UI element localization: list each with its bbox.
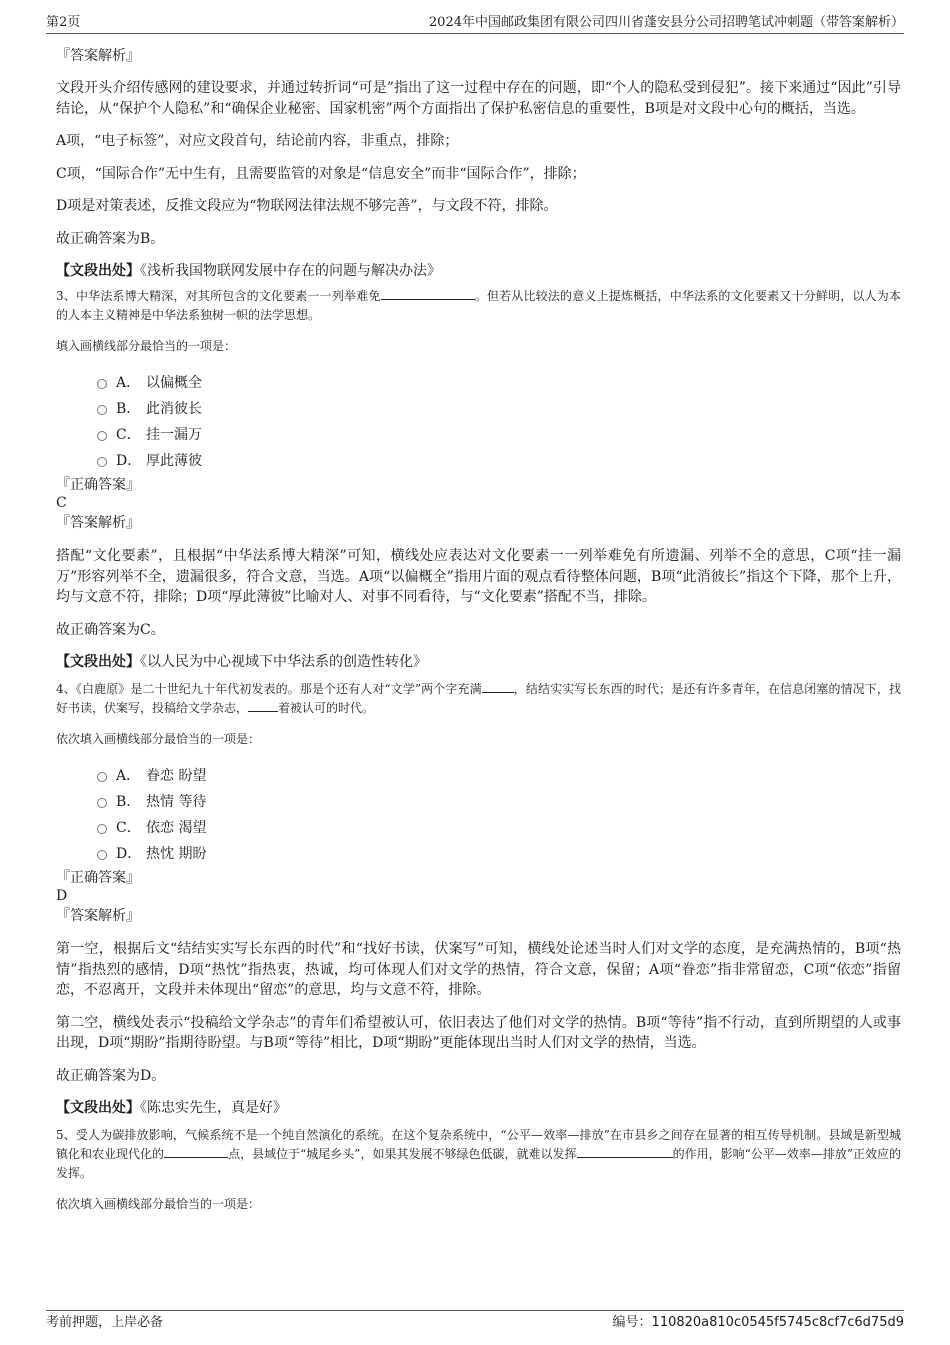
source-line — [56, 1098, 901, 1118]
source-label: 【文段出处】 — [56, 263, 140, 279]
source-line — [56, 261, 901, 281]
analysis-paragraph: C项，“国际合作”无中生有，且需要监管的对象是“信息安全”而非“国际合作”，排除； — [56, 165, 586, 182]
question-text-part: 3、中华法系博大精深，对其所包含的文化要素一一列举难免 — [56, 289, 381, 303]
option-label: B． — [116, 794, 141, 810]
option-a[interactable] — [56, 763, 901, 789]
option-text: 依恋 渴望 — [146, 820, 207, 836]
question-5-text — [56, 1126, 901, 1183]
radio-icon[interactable] — [97, 772, 107, 782]
option-b[interactable] — [56, 396, 901, 422]
analysis-tag: 『答案解析』 — [56, 908, 140, 924]
correct-answer-tag: 『正确答案』 — [56, 870, 140, 886]
question-text-part: 的作用，影响“公平—效率—排放”正效应的发挥。 — [56, 1147, 901, 1180]
conclusion: 故正确答案为B。 — [56, 230, 165, 247]
code-value: 110820a810c0545f5745c8cf7c6d75d9 — [651, 1315, 904, 1330]
radio-icon[interactable] — [97, 431, 107, 441]
question-text-part: ，结结实实写长东西的时代；是还有许多青年，在信息闭塞的情况下，找好书读，伏案写，投稿给文学杂志， — [56, 682, 901, 715]
option-text: 挂一漏万 — [146, 427, 202, 443]
source-label: 【文段出处】 — [56, 654, 140, 670]
option-a[interactable] — [56, 370, 901, 396]
page-header — [46, 13, 904, 34]
option-b[interactable] — [56, 789, 901, 815]
analysis-paragraph: 搭配“文化要素”，且根据“中华法系博大精深”可知，横线处应表达对文化要素一一列举难免有所遗漏、列举不全的意思，C项“挂一漏万”形容列举不全，遗漏很多，符合文意，当选。A项“以偏概全”指用片面的观点看待整体问题，B项“此消彼长”指这个下降，那个上升，均与文意不符，排除；D项“厚此薄彼”比喻对人、对事不同看待，与“文化要素”搭配不当，排除。 — [56, 548, 901, 605]
option-label: C． — [116, 820, 141, 836]
radio-icon[interactable] — [97, 405, 107, 415]
option-label: D． — [116, 453, 142, 469]
question-prompt: 依次填入画横线部分最恰当的一项是： — [56, 732, 261, 746]
conclusion: 故正确答案为C。 — [56, 621, 165, 638]
radio-icon[interactable] — [97, 824, 107, 834]
option-d[interactable] — [56, 841, 901, 867]
page-number: 第2页 — [46, 15, 81, 30]
code-label: 编号： — [612, 1315, 652, 1330]
analysis-paragraph: 文段开头介绍传感网的建设要求，并通过转折词“可是”指出了这一过程中存在的问题，即“个人的隐私受到侵犯”。接下来通过“因此”引导结论，从“保护个人隐私”和“确保企业秘密、国家机密”两个方面指出了保护私密信息的重要性，B项是对文段中心句的概括，当选。 — [56, 80, 901, 117]
source-title: 《陈忠实先生，真是好》 — [140, 1100, 287, 1116]
correct-answer-tag: 『正确答案』 — [56, 477, 140, 493]
correct-answer: C — [56, 495, 67, 511]
source-title: 《以人民为中心视域下中华法系的创造性转化》 — [140, 654, 427, 670]
option-text: 此消彼长 — [146, 401, 202, 417]
question-4-text — [56, 680, 901, 718]
option-label: A． — [116, 375, 141, 391]
option-c[interactable] — [56, 422, 901, 448]
answer-blank — [381, 287, 475, 300]
option-d[interactable] — [56, 448, 901, 474]
radio-icon[interactable] — [97, 798, 107, 808]
conclusion: 故正确答案为D。 — [56, 1067, 166, 1084]
radio-icon[interactable] — [97, 457, 107, 467]
answer-blank — [482, 680, 514, 693]
answer-blank — [248, 699, 278, 712]
question-4-options — [56, 763, 901, 867]
answer-blank — [164, 1145, 228, 1158]
option-text: 厚此薄彼 — [146, 453, 202, 469]
option-label: B． — [116, 401, 141, 417]
analysis-paragraph: 第一空，根据后文“结结实实写长东西的时代”和“找好书读，伏案写”可知，横线处论述当时人们对文学的态度，是充满热情的，B项“热情”指热烈的感情，D项“热忱”指热衷，热诚，均可体现人们对文学的热情，符合文意，保留；A项“眷恋”指非常留恋，C项“依恋”指留恋，不忍离开，文段并未体现出“留恋”的意思，均与文意不符，排除。 — [56, 941, 901, 998]
option-c[interactable] — [56, 815, 901, 841]
option-label: D． — [116, 846, 142, 862]
question-text-part: 点，县域位于“城尾乡头”，如果其发展不够绿色低碳，就难以发挥 — [228, 1147, 577, 1161]
source-title: 《浅析我国物联网发展中存在的问题与解决办法》 — [140, 263, 441, 279]
question-prompt: 依次填入画横线部分最恰当的一项是： — [56, 1197, 261, 1211]
document-title: 2024年中国邮政集团有限公司四川省蓬安县分公司招聘笔试冲刺题（带答案解析） — [428, 15, 904, 30]
analysis-tag: 『答案解析』 — [56, 48, 140, 64]
radio-icon[interactable] — [97, 379, 107, 389]
radio-icon[interactable] — [97, 850, 107, 860]
option-text: 以偏概全 — [146, 375, 202, 391]
source-label: 【文段出处】 — [56, 1100, 140, 1116]
question-text-part: 4、《白鹿原》是二十世纪九十年代初发表的。那是个还有人对“文学”两个字充满 — [56, 682, 482, 696]
answer-blank — [577, 1145, 673, 1158]
option-text: 热忱 期盼 — [146, 846, 207, 862]
document-body — [56, 46, 901, 1214]
correct-answer: D — [56, 888, 68, 904]
analysis-paragraph: 第二空，横线处表示“投稿给文学杂志”的青年们希望被认可，依旧表达了他们对文学的热情。B项“等待”指不行动，直到所期望的人或事出现，D项“期盼”指期待盼望。与B项“等待”相比，D项“期盼”更能体现出当时人们对文学的热情，当选。 — [56, 1014, 901, 1051]
source-line — [56, 652, 901, 672]
page-footer — [46, 1310, 904, 1330]
option-label: C． — [116, 427, 141, 443]
question-text-part: 。但若从比较法的意义上提炼概括，中华法系的文化要素又十分鲜明，以人为本的人本主义精神是中华法系独树一帜的法学思想。 — [56, 289, 901, 322]
question-3-text — [56, 287, 901, 325]
document-code — [613, 1313, 904, 1333]
footer-slogan: 考前押题，上岸必备 — [46, 1315, 164, 1330]
option-label: A． — [116, 768, 141, 784]
question-3-options — [56, 370, 901, 474]
analysis-paragraph: A项，“电子标签”，对应文段首句，结论前内容，非重点，排除； — [56, 133, 459, 149]
question-text-part: 5、受人为碳排放影响，气候系统不是一个纯自然演化的系统。在这个复杂系统中，“公平—效率—排放”在市县乡之间存在显著的相互传导机制。县域是新型城镇化和农业现代化的 — [56, 1128, 901, 1161]
question-text-part: 着被认可的时代。 — [278, 701, 375, 715]
option-text: 眷恋 盼望 — [146, 768, 207, 784]
analysis-tag: 『答案解析』 — [56, 515, 140, 531]
question-prompt: 填入画横线部分最恰当的一项是： — [56, 339, 237, 353]
option-text: 热情 等待 — [146, 794, 207, 810]
analysis-paragraph: D项是对策表述，反推文段应为“物联网法律法规不够完善”，与文段不符，排除。 — [56, 198, 558, 214]
